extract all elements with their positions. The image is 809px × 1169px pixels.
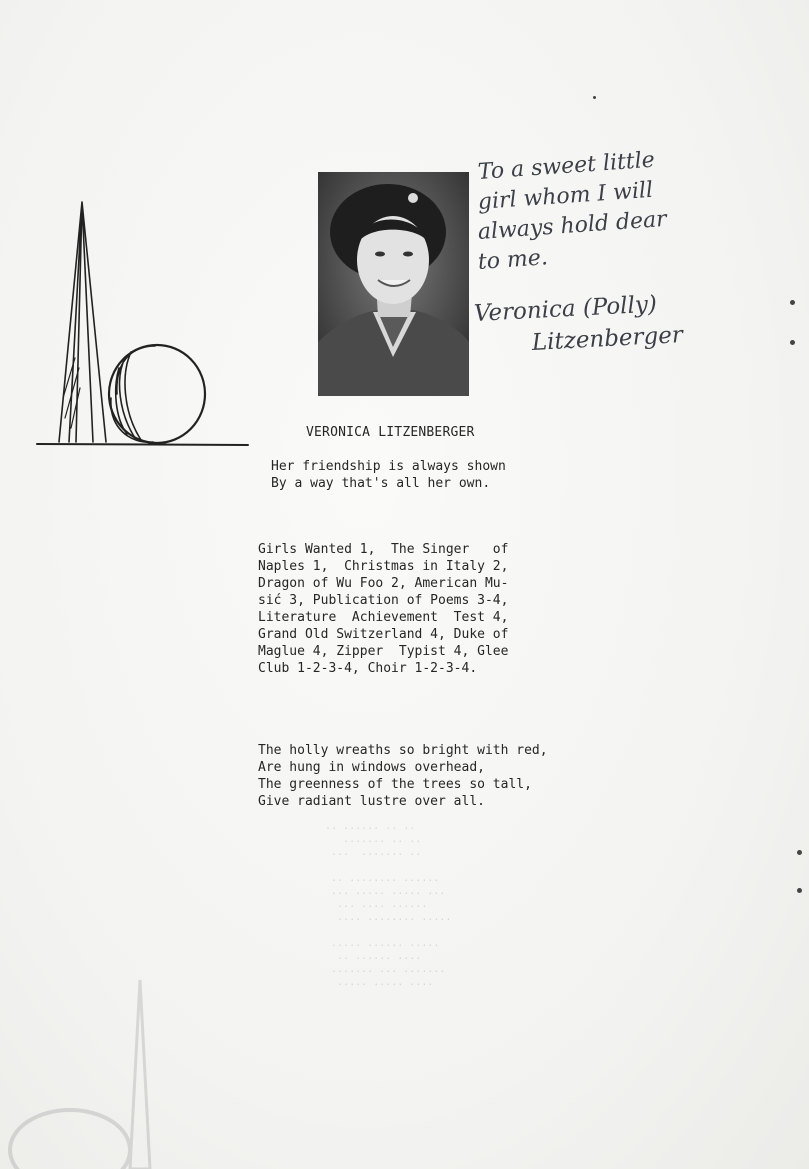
student-portrait <box>318 172 469 396</box>
verse-line: Give radiant lustre over all. <box>258 794 485 809</box>
student-name: VERONICA LITZENBERGER <box>306 425 475 440</box>
verse-line: The greenness of the trees so tall, <box>258 777 532 792</box>
verse-line: Are hung in windows overhead, <box>258 760 485 775</box>
signature-line: Litzenberger <box>531 322 684 356</box>
binder-hole <box>790 340 795 345</box>
motto-line: By a way that's all her own. <box>271 476 491 491</box>
student-motto <box>271 458 506 492</box>
verse-line: The holly wreaths so bright with red, <box>258 743 548 758</box>
trylon-perisphere-icon <box>35 198 251 450</box>
signature-line: Veronica (Polly) <box>473 291 658 327</box>
handwritten-signature <box>473 291 774 362</box>
activities-line: Club 1-2-3-4, Choir 1-2-3-4. <box>258 661 478 676</box>
bleed-through-text: .. ...... .. .. ....... .. .. ... ....... .. .. ........ ...... ... ..... ..... ... ... .... ...... .... ........ ..... ..... ...... ..... .. ...... .... ....... ... ....... ..... ..... .... <box>325 821 452 988</box>
inscription-line: girl whom I will <box>477 177 654 215</box>
binder-hole <box>790 300 795 305</box>
portrait-illustration <box>318 172 469 396</box>
activities-line: sić 3, Publication of Poems 3-4, <box>258 593 509 608</box>
binder-hole <box>797 888 802 893</box>
binder-hole <box>797 850 802 855</box>
activities-line: Grand Old Switzerland 4, Duke of <box>258 627 509 642</box>
activities-line: Girls Wanted 1, The Singer of <box>258 542 509 557</box>
inscription-line: To a sweet little <box>477 147 656 185</box>
activities-list <box>258 541 508 677</box>
activities-line: Naples 1, Christmas in Italy 2, <box>258 559 509 574</box>
inscription-line: to me. <box>477 245 549 275</box>
paper-speck <box>593 96 596 99</box>
activities-line: Literature Achievement Test 4, <box>258 610 509 625</box>
handwritten-inscription <box>477 147 768 278</box>
activities-line: Maglue 4, Zipper Typist 4, Glee <box>258 644 509 659</box>
activities-line: Dragon of Wu Foo 2, American Mu- <box>258 576 509 591</box>
inscription-line: always hold dear <box>477 206 668 245</box>
bleed-through-emblem <box>0 960 260 1169</box>
motto-line: Her friendship is always shown <box>271 459 506 474</box>
holiday-verse <box>258 742 548 810</box>
